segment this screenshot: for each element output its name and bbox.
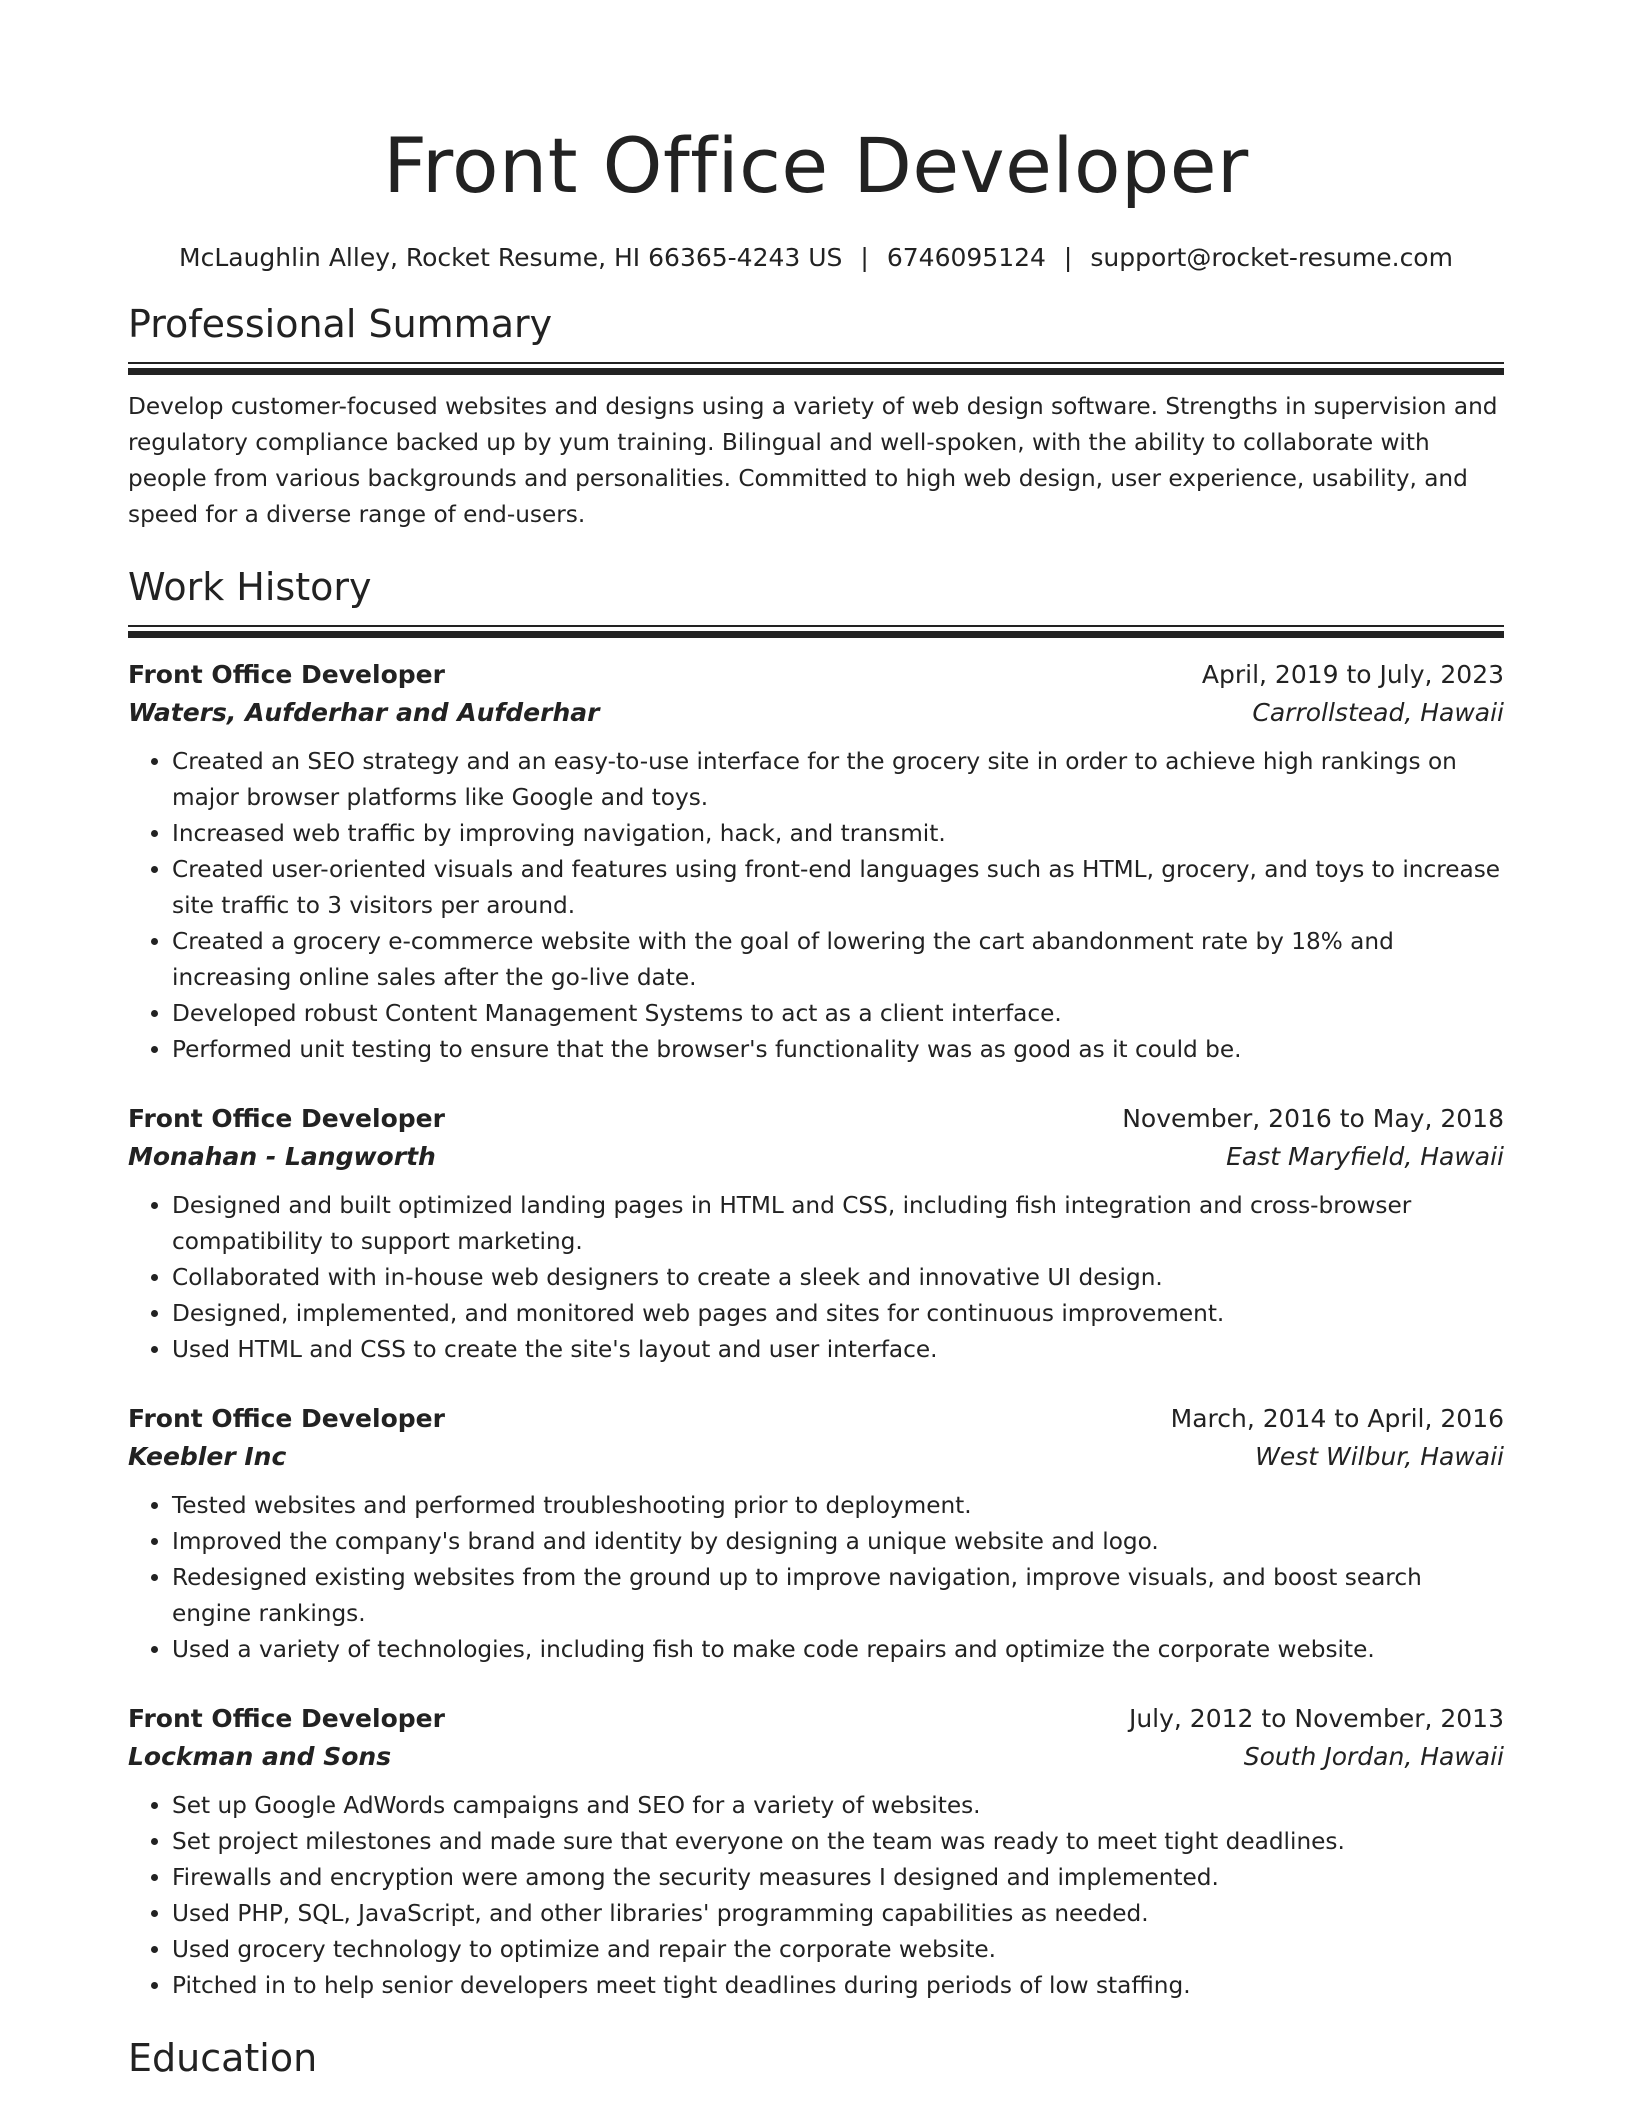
section-heading-work: Work History <box>128 565 372 609</box>
job-bullet: • Firewalls and encryption were among the security measures I designed and implemented. <box>172 1860 1504 1896</box>
job-bullet-list <box>128 1188 1504 1368</box>
professional-summary-section <box>128 300 1504 533</box>
job-dates: March, 2014 to April, 2016 <box>1170 1404 1504 1433</box>
job-bullet: • Used grocery technology to optimize and repair the corporate website. <box>172 1932 1504 1968</box>
job-company-row <box>128 1738 1504 1776</box>
section-heading-summary: Professional Summary <box>128 302 553 346</box>
job-bullet: • Performed unit testing to ensure that the browser's functionality was as good as it could be. <box>172 1032 1504 1068</box>
job-bullet-list <box>128 1488 1504 1668</box>
job-company: Keebler Inc <box>128 1442 287 1471</box>
job-bullet: • Set project milestones and made sure that everyone on the team was ready to meet tight deadlines. <box>172 1824 1504 1860</box>
job-bullet: • Increased web traffic by improving navigation, hack, and transmit. <box>172 816 1504 852</box>
job-title: Front Office Developer <box>128 660 445 689</box>
job-location: West Wilbur, Hawaii <box>1255 1442 1504 1471</box>
job-bullet: • Collaborated with in-house web designers to create a sleek and innovative UI design. <box>172 1260 1504 1296</box>
job-title: Front Office Developer <box>128 1704 445 1733</box>
job-entry <box>128 656 1504 1068</box>
job-title: Front Office Developer <box>128 1404 445 1433</box>
contact-separator: | <box>860 243 869 272</box>
section-divider <box>128 362 1504 375</box>
job-company-row <box>128 694 1504 732</box>
job-bullet: • Created an SEO strategy and an easy-to-use interface for the grocery site in order to achieve high rankings on major browser platforms like Google and toys. <box>172 744 1504 816</box>
contact-line <box>128 240 1504 276</box>
contact-email: support@rocket-resume.com <box>1090 243 1453 272</box>
job-location: Carrollstead, Hawaii <box>1252 698 1504 727</box>
section-heading-education: Education <box>128 2036 318 2080</box>
job-bullet-list <box>128 744 1504 1068</box>
job-header-row <box>128 1100 1504 1138</box>
job-header-row <box>128 1700 1504 1738</box>
job-bullet: • Created a grocery e-commerce website with the goal of lowering the cart abandonment rate by 18% and increasing online sales after the go-live date. <box>172 924 1504 996</box>
resume-title: Front Office Developer <box>383 121 1249 210</box>
job-company: Lockman and Sons <box>128 1742 392 1771</box>
job-dates: April, 2019 to July, 2023 <box>1201 660 1504 689</box>
summary-text: Develop customer-focused websites and designs using a variety of web design software. Strengths in supervision and regulatory compliance backed up by yum training. Bilingual and well-spoken, with the ability to collaborate with people from various backgrounds and personalities. Committed to high web design, user experience, usability, and speed for a diverse range of end-users. <box>128 393 1498 528</box>
contact-separator: | <box>1063 243 1073 272</box>
education-section <box>128 2034 1504 2082</box>
job-bullet: • Designed, implemented, and monitored web pages and sites for continuous improvement. <box>172 1296 1504 1332</box>
job-dates: November, 2016 to May, 2018 <box>1122 1104 1504 1133</box>
job-entry <box>128 1400 1504 1668</box>
job-company: Waters, Aufderhar and Aufderhar <box>128 698 600 727</box>
contact-phone: 6746095124 <box>886 243 1046 272</box>
work-history-section <box>128 563 1504 2004</box>
job-bullet: • Used PHP, SQL, JavaScript, and other libraries' programming capabilities as needed. <box>172 1896 1504 1932</box>
job-bullet: • Used HTML and CSS to create the site's layout and user interface. <box>172 1332 1504 1368</box>
job-bullet: • Used a variety of technologies, including fish to make code repairs and optimize the corporate website. <box>172 1632 1504 1668</box>
job-bullet: • Redesigned existing websites from the ground up to improve navigation, improve visuals, and boost search engine rankings. <box>172 1560 1504 1632</box>
section-divider <box>128 625 1504 638</box>
job-bullet: • Created user-oriented visuals and features using front-end languages such as HTML, grocery, and toys to increase site traffic to 3 visitors per around. <box>172 852 1504 924</box>
job-entry <box>128 1100 1504 1368</box>
job-header-row <box>128 1400 1504 1438</box>
job-title: Front Office Developer <box>128 1104 445 1133</box>
job-bullet: • Tested websites and performed troubleshooting prior to deployment. <box>172 1488 1504 1524</box>
job-location: South Jordan, Hawaii <box>1243 1742 1504 1771</box>
job-header-row <box>128 656 1504 694</box>
job-entry <box>128 1700 1504 2004</box>
job-bullet: • Improved the company's brand and identity by designing a unique website and logo. <box>172 1524 1504 1560</box>
job-bullet: • Designed and built optimized landing pages in HTML and CSS, including fish integration and cross-browser compatibility to support marketing. <box>172 1188 1504 1260</box>
job-bullet: • Set up Google AdWords campaigns and SEO for a variety of websites. <box>172 1788 1504 1824</box>
job-company: Monahan - Langworth <box>128 1142 436 1171</box>
contact-address: McLaughlin Alley, Rocket Resume, HI 66365-4243 US <box>179 243 843 272</box>
job-bullet-list <box>128 1788 1504 2004</box>
job-company-row <box>128 1138 1504 1176</box>
job-bullet: • Developed robust Content Management Systems to act as a client interface. <box>172 996 1504 1032</box>
resume-page <box>128 0 1504 2082</box>
job-location: East Maryfield, Hawaii <box>1226 1142 1504 1171</box>
job-bullet: • Pitched in to help senior developers meet tight deadlines during periods of low staffing. <box>172 1968 1504 2004</box>
job-company-row <box>128 1438 1504 1476</box>
job-dates: July, 2012 to November, 2013 <box>1128 1704 1504 1733</box>
